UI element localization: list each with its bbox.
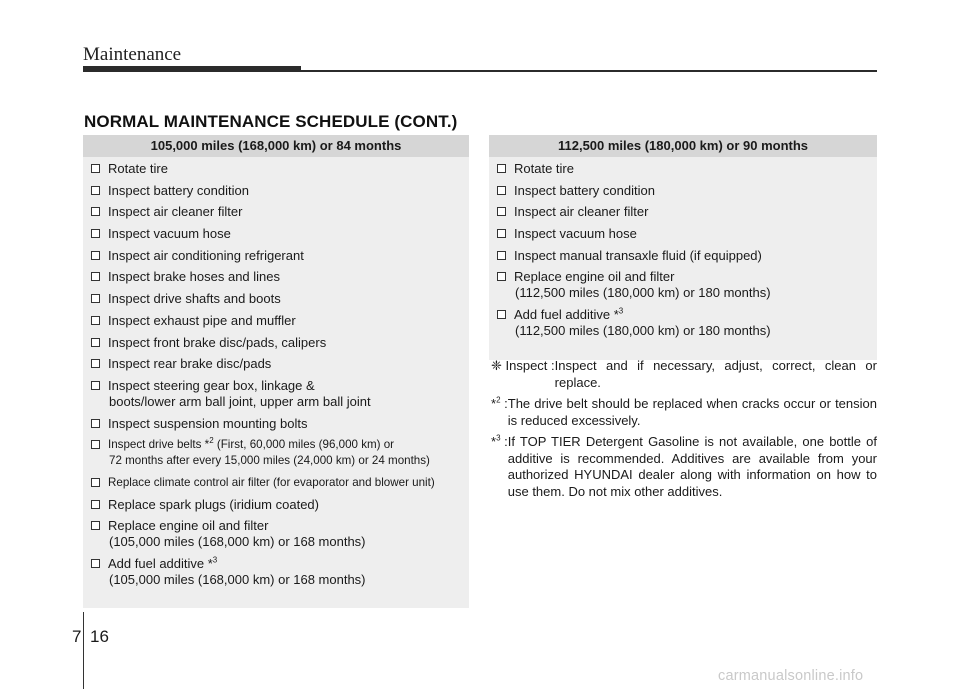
checklist-item bbox=[91, 518, 469, 550]
checkbox-icon bbox=[497, 272, 506, 281]
checklist-item bbox=[91, 475, 469, 491]
checklist-item bbox=[91, 183, 469, 199]
section-title: NORMAL MAINTENANCE SCHEDULE (CONT.) bbox=[84, 112, 458, 131]
item-text-continued: (First, 60,000 miles (96,000 km) or bbox=[213, 438, 395, 452]
item-text: Inspect drive shafts and boots bbox=[108, 291, 281, 307]
footnote bbox=[491, 434, 877, 500]
item-text: Inspect exhaust pipe and muffler bbox=[108, 312, 296, 328]
footnote-text: If TOP TIER Detergent Gasoline is not available, one bottle of additive is recommended. Additives are available from your authorized HYUNDAI dealer along with information on how to use them. Do not mix other additives. bbox=[507, 434, 877, 499]
chapter-number: 7 bbox=[72, 627, 82, 646]
footnote-ref: 3 bbox=[618, 306, 624, 316]
footnotes bbox=[491, 358, 877, 505]
checklist-item bbox=[91, 248, 469, 264]
checkbox-icon bbox=[497, 207, 506, 216]
item-text: Inspect manual transaxle fluid (if equipped) bbox=[514, 247, 762, 263]
item-text: Inspect drive belts * bbox=[108, 438, 210, 452]
item-text: Replace engine oil and filter bbox=[108, 518, 269, 534]
header-rule-thick bbox=[83, 66, 301, 72]
item-text: Inspect battery condition bbox=[514, 182, 655, 198]
checklist-item bbox=[91, 356, 469, 372]
checklist-item bbox=[91, 497, 469, 513]
footer-divider bbox=[83, 612, 84, 689]
checklist-item bbox=[497, 161, 877, 177]
footnote-ref: 3 bbox=[496, 433, 501, 443]
checkbox-icon bbox=[91, 338, 100, 347]
footnote-key bbox=[491, 358, 555, 391]
checklist-item bbox=[91, 313, 469, 329]
checkbox-icon bbox=[91, 229, 100, 238]
page-header-title: Maintenance bbox=[83, 44, 182, 65]
checkbox-icon bbox=[91, 272, 100, 281]
checklist-item bbox=[91, 416, 469, 432]
footnote-separator: : bbox=[500, 396, 508, 411]
checklist-item bbox=[497, 204, 877, 220]
checkbox-icon bbox=[497, 164, 506, 173]
item-text: Inspect vacuum hose bbox=[514, 226, 637, 242]
checkbox-icon bbox=[91, 559, 100, 568]
item-text: Add fuel additive * bbox=[514, 307, 619, 323]
item-text: Inspect steering gear box, linkage & bbox=[108, 377, 315, 393]
item-text: Rotate tire bbox=[108, 161, 168, 176]
footnote-key bbox=[491, 434, 508, 500]
footnote-separator: : bbox=[500, 434, 508, 449]
panel-heading: 105,000 miles (168,000 km) or 84 months bbox=[83, 135, 469, 157]
checklist-item bbox=[497, 307, 877, 339]
footnote-text: Inspect and if necessary, adjust, correct, clean or replace. bbox=[554, 358, 877, 390]
checkbox-icon bbox=[497, 186, 506, 195]
checklist-item bbox=[91, 269, 469, 285]
item-text: Inspect brake hoses and lines bbox=[108, 269, 280, 285]
checkbox-icon bbox=[91, 251, 100, 260]
footnote-key bbox=[491, 396, 508, 429]
footnote bbox=[491, 358, 877, 391]
page-number: 16 bbox=[90, 627, 109, 646]
item-text: Replace spark plugs (iridium coated) bbox=[108, 496, 319, 512]
footnote-ref: 3 bbox=[212, 555, 218, 565]
item-subtext: 72 months after every 15,000 miles (24,000 km) or 24 months) bbox=[109, 454, 430, 468]
checkbox-icon bbox=[91, 316, 100, 325]
checkbox-icon bbox=[91, 294, 100, 303]
item-text: Inspect vacuum hose bbox=[108, 226, 231, 242]
footnote-marker: * bbox=[491, 434, 497, 449]
checklist-item bbox=[91, 437, 469, 469]
schedule-panel-112500 bbox=[489, 135, 877, 360]
footnote-ref: 2 bbox=[209, 436, 214, 446]
footnote-ref: 2 bbox=[496, 395, 501, 405]
checkbox-icon bbox=[91, 521, 100, 530]
checklist-item bbox=[91, 335, 469, 351]
checklist-item bbox=[91, 556, 469, 588]
watermark: carmanualsonline.info bbox=[718, 668, 864, 684]
checklist-item bbox=[497, 183, 877, 199]
checkbox-icon bbox=[497, 310, 506, 319]
footnote-text: The drive belt should be replaced when cracks occur or tension is reduced excessively. bbox=[507, 396, 877, 428]
item-text: Inspect front brake disc/pads, calipers bbox=[108, 334, 327, 350]
item-text: Inspect battery condition bbox=[108, 182, 249, 198]
checkbox-icon bbox=[91, 186, 100, 195]
item-text: Rotate tire bbox=[514, 161, 574, 176]
item-subtext: boots/lower arm ball joint, upper arm ball joint bbox=[109, 393, 371, 409]
checklist-item bbox=[91, 204, 469, 220]
item-subtext: (112,500 miles (180,000 km) or 180 months) bbox=[515, 285, 771, 301]
item-subtext: (105,000 miles (168,000 km) or 168 months) bbox=[109, 572, 366, 587]
checkbox-icon bbox=[497, 229, 506, 238]
item-subtext: (112,500 miles (180,000 km) or 180 months) bbox=[515, 323, 771, 339]
checkbox-icon bbox=[91, 440, 100, 449]
checklist-item bbox=[91, 226, 469, 242]
item-text: Replace climate control air filter (for evaporator and blower unit) bbox=[108, 475, 435, 489]
item-subtext: (105,000 miles (168,000 km) or 168 months) bbox=[109, 534, 366, 550]
item-text: Inspect rear brake disc/pads bbox=[108, 356, 272, 372]
checklist bbox=[83, 157, 469, 588]
panel-heading: 112,500 miles (180,000 km) or 90 months bbox=[489, 135, 877, 157]
checkbox-icon bbox=[91, 419, 100, 428]
item-text: Replace engine oil and filter bbox=[514, 269, 675, 285]
header-rule-thin bbox=[301, 70, 877, 72]
item-text: Inspect air cleaner filter bbox=[108, 204, 243, 220]
checklist bbox=[489, 157, 877, 339]
checkbox-icon bbox=[91, 207, 100, 216]
footnote-marker: ❈ Inspect : bbox=[491, 358, 555, 373]
item-text: Inspect suspension mounting bolts bbox=[108, 415, 308, 431]
checklist-item bbox=[497, 226, 877, 242]
footnote-marker: * bbox=[491, 396, 497, 411]
item-text: Inspect air conditioning refrigerant bbox=[108, 247, 304, 263]
footnote bbox=[491, 396, 877, 429]
checkbox-icon bbox=[497, 251, 506, 260]
checkbox-icon bbox=[91, 164, 100, 173]
checklist-item bbox=[497, 269, 877, 301]
checklist-item bbox=[91, 161, 469, 177]
checkbox-icon bbox=[91, 500, 100, 509]
checklist-item bbox=[91, 291, 469, 307]
checkbox-icon bbox=[91, 359, 100, 368]
checkbox-icon bbox=[91, 381, 100, 390]
checklist-item bbox=[91, 378, 469, 410]
checkbox-icon bbox=[91, 478, 100, 487]
item-text: Add fuel additive * bbox=[108, 556, 213, 571]
schedule-panel-105000 bbox=[83, 135, 469, 608]
checklist-item bbox=[497, 248, 877, 264]
item-text: Inspect air cleaner filter bbox=[514, 204, 649, 220]
